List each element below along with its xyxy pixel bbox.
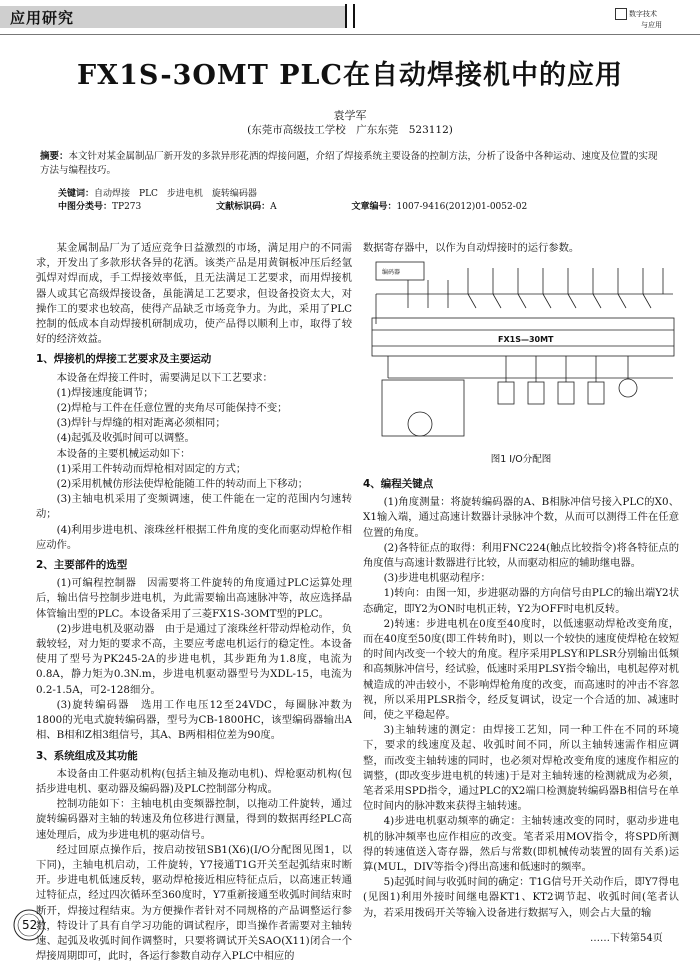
list-item: (4)起弧及收弧时间可以调整。 — [56, 432, 195, 445]
io-diagram — [368, 258, 678, 448]
page-number: 52 — [22, 918, 38, 932]
affiliation: (东莞市高级技工学校 广东东莞 523112) — [247, 124, 453, 136]
list-item: (2)焊枪与工件在任意位置的夹角尽可能保持不变； — [56, 402, 288, 415]
abstract — [40, 150, 665, 178]
paragraph: (3)旋转编码器 选用工作电压12至24VDC，每圈脉冲数为1800的光电式旋转编码器，型号为CB-1800HC，该型编码器输出A相、B相和Z相3组信号，其A、B两相相位差为90度。 — [36, 698, 352, 742]
paragraph: (1)角度测量：将旋转编码器的A、B相脉冲信号接入PLC的X0、X1输入端，通过高速计数器计录脉冲个数，从而可以测得工件在任意位置的角度。 — [363, 496, 679, 539]
header-rule — [0, 34, 700, 35]
right-column — [363, 472, 679, 921]
plc-label: FX1S—30MT — [498, 335, 554, 344]
clc-label: 中图分类号： — [58, 202, 113, 212]
section-label: 应用研究 — [10, 9, 75, 27]
paragraph: 1)转向：由图一知，步进驱动器的方向信号由PLC的输出端Y2状态确定，即Y2为ON时电机正转，Y2为OFF时电机反转。 — [363, 587, 679, 615]
relay-box — [588, 382, 604, 404]
section-3-title: 3、系统组成及其功能 — [36, 749, 138, 762]
section-4-title: 4、编程关键点 — [363, 478, 434, 490]
stepper-motor-icon — [408, 412, 432, 436]
relay-box — [528, 382, 544, 404]
paragraph: 本设备在焊接工件时，需要满足以下工艺要求： — [56, 371, 273, 384]
paragraph: 控制功能如下：主轴电机由变频器控制，以拖动工件旋转，通过旋转编码器对主轴的转速及角位移进行测量，得到的数据再经PLC高速处理后，成为步进电机的驱动信号。 — [36, 798, 352, 841]
logo-line-1: 数字技术 — [629, 10, 657, 18]
figure-caption: 图1 I/O分配图 — [490, 454, 552, 465]
encoder-label: 编码器 — [382, 269, 401, 276]
abstract-label: 摘要： — [40, 151, 69, 162]
paragraph: 5)起弧时间与收弧时间的确定：T1G信号开关动作后，即Y7得电(见图1)利用外接时间继电器KT1、KT2调节起、收弧时间(笔者认为，若采用拨码开关等输入设备进行数据写入，则会占大量的输 — [363, 876, 679, 919]
list-item: (1)采用工件转动而焊枪相对固定的方式； — [56, 462, 247, 475]
logo-mark-icon — [615, 8, 627, 20]
doc-label: 文献标识码： — [216, 202, 271, 212]
paragraph: (2)各特征点的取得：利用FNC224(触点比较指令)将各特征点的角度值与高速计数器进行比较，从而驱动相应的辅助继电器。 — [363, 541, 679, 570]
journal-logo — [605, 4, 695, 34]
keywords-label: 关键词： — [58, 189, 95, 199]
clc-value: TP273 — [112, 202, 142, 212]
paragraph: 4)步进电机驱动频率的确定：主轴转速改变的同时，驱动步进电机的脉冲频率也应作相应的改变。笔者采用MOV指令，将SPD所测得的转速值送入寄存器，然后与常数(即机械传动装置的固有关系)运算(MUL，DIV等指令)得出高速和低速时的频率。 — [363, 815, 679, 874]
keywords — [58, 186, 658, 199]
list-item: (3)焊针与焊缝的相对距离必须相同； — [56, 417, 226, 430]
abstract-text: 本文针对某金属制品厂新开发的多款异形花洒的焊接问题，介绍了焊接系统主要设备的控制方法，分析了设备中各种运动、速度及位置的实现方法与编程技巧。 — [40, 151, 658, 176]
paragraph: 2)转速：步进电机在0度至40度时，以低速驱动焊枪改变角度，而在40度至50度(即工件转角时)，则以一个较快的速度使焊枪在较短的时间内改变一个较大的角度。程序采用PLSY和PLSR分别输出低频和高频脉冲信号，经试验，低速时采用PLSY指令输出，电机起停对机械造成的冲击较小，不影响焊枪角度的改变，而高速时的冲击不容忽视，所以采用PLSR指令，经反复调试，设定一个合适的加、减速时间，使之平稳起停。 — [363, 617, 679, 722]
list-item: (2)采用机械仿形法使焊枪能随工件的转动而上下移动； — [56, 478, 309, 491]
relay-box — [558, 382, 574, 404]
paragraph: (3)步进电机驱动程序： — [383, 572, 491, 585]
section-2-title: 2、主要部件的选型 — [36, 559, 128, 572]
clc-entry — [58, 202, 177, 212]
stepper-driver-box — [382, 380, 464, 436]
relay-box — [498, 382, 514, 404]
list-item: (1)焊接速度能调节； — [56, 386, 154, 399]
classification — [58, 199, 658, 212]
article-title: FX1S-3OMT PLC在自动焊接机中的应用 — [76, 60, 624, 91]
paragraph: (1)可编程控制器 因需要将工件旋转的角度通过PLC运算处理后，输出信号控制步进电机，为此需要输出高速脉冲等，故应选择晶体管输出型的PLC。本设备采用了三菱FX1S-3OMT型的PLC。 — [36, 577, 352, 620]
relay-coil-icon — [619, 379, 637, 397]
id-value: 1007-9416(2012)01-0052-02 — [396, 202, 528, 212]
intro-paragraph: 某金属制品厂为了适应竞争日益激烈的市场，满足用户的不同需求，开发出了多款形状各异的花洒。该类产品是用黄铜板冲压后经氩弧焊对焊而成，手工焊接效率低，且无法满足工艺要求，而用焊接机器人或其它高级焊接设备，虽能满足工艺要求，但设备投资太大，对操作工的要求也较高，使得产品缺乏市场竞争力。为此，采用了PLC控制的低成本自动焊接机研制成功，使产品得以顺利上市，取得了较好的经济效益。 — [36, 242, 352, 346]
author: 袁学军 — [333, 109, 367, 122]
list-item: (4)利用步进电机、滚珠丝杆根据工件角度的变化而驱动焊枪作相应动作。 — [36, 523, 352, 551]
running-header — [0, 0, 700, 40]
paragraph: 经过回原点操作后，按启动按钮SB1(X6)(I/O分配图见图1，以下同)，主轴电机启动，工件旋转，Y7接通T1G开关至起弧结束时断开。步进电机低速反转，驱动焊枪接近相应特征点后，以高速正转通过特征点，经过四次循环至360度时，Y7重新接通至收弧时间结束时断开，焊接过程结束。为方便操作者针对不同规格的产品调整运行参数，特设计了具有自学习功能的调试程序，即当操作者需要对主轴转速、起弧及收弧时间作调整时，只要将调试开关SAO(X11)闭合一个焊接周期即可，此时，各运行参数自动存入PLC中相应的 — [36, 843, 352, 963]
paragraph: 本设备由工件驱动机构(包括主轴及拖动电机)、焊枪驱动机构(包括步进电机、驱动器及编码器)及PLC控制部分构成。 — [36, 767, 352, 795]
paragraph: (2)步进电机及驱动器 由于是通过了滚珠丝杆带动焊枪动作，负载较轻，对力矩的要求不高，主要应考虑电机运行的稳定性。本设备使用了型号为PK245-2A的步进电机，其步距角为1.8度，电流为0.8A，静力矩为0.3N.m，步进电机驱动器型号为XDL-15，电流为0.2-1.5A，可2-128细分。 — [36, 622, 352, 696]
continued-note: ……下转第54页 — [590, 933, 663, 944]
doc-entry — [216, 202, 313, 212]
section-1-title: 1、焊接机的焊接工艺要求及主要运动 — [36, 353, 212, 366]
id-label: 文章编号： — [351, 202, 397, 212]
left-column — [36, 241, 352, 964]
logo-line-2: 与应用 — [641, 21, 662, 29]
header-divider — [345, 4, 355, 28]
paragraph: 3)主轴转速的测定：由焊接工艺知，同一种工件在不同的环境下，要求的线速度及起、收弧时间不同，所以主轴转速需作相应调整，而改变主轴转速的同时，也必须对焊枪改变角度的速度作相应的调整，(即改变步进电机的转速)于是对主轴转速的检测就成为必须，笔者采用SPD指令，通过PLC的X2端口检测旋转编码器B相信号在单位时间内的脉冲数来获得主轴转速。 — [363, 724, 679, 813]
keywords-text: 自动焊接 PLC 步进电机 旋转编码器 — [94, 189, 257, 199]
doc-value: A — [270, 202, 277, 212]
paragraph: 本设备的主要机械运动如下： — [56, 447, 191, 460]
list-item: (3)主轴电机采用了变频调速，使工件能在一定的范围内匀速转动； — [36, 493, 352, 521]
id-entry — [352, 202, 564, 212]
figure-intro-text: 数据寄存器中，以作为自动焊接时的运行参数。 — [363, 242, 580, 254]
